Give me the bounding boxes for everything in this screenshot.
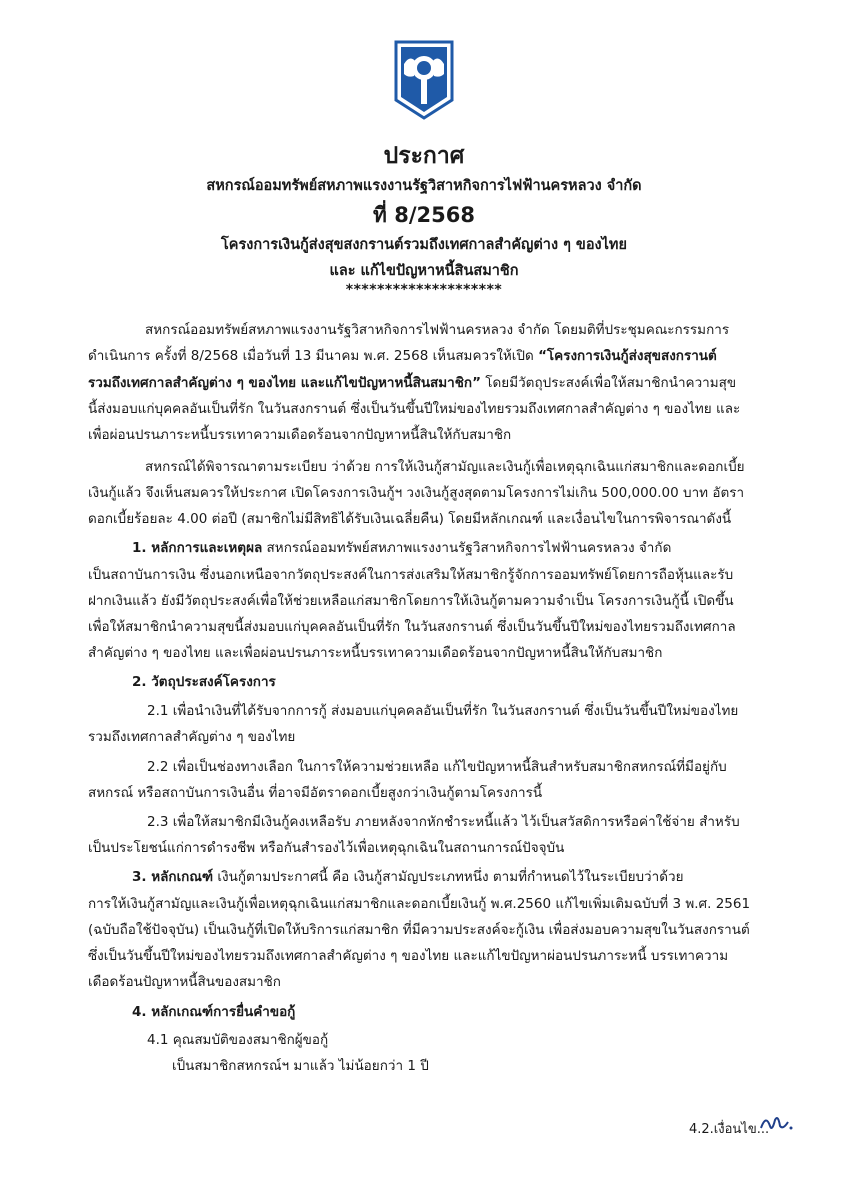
para2-line: ดอกเบี้ยร้อยละ 4.00 ต่อปี (สมาชิกไม่มีสิทธิได้รับเงินเฉลี่ยคืน) โดยมีหลักเกณฑ์ และเงื่อนไขในการพิจารณาดังนี้ (88, 511, 732, 527)
initials-signature (758, 1110, 794, 1134)
section3-line: เดือดร้อนปัญหาหนี้สินของสมาชิก (88, 974, 281, 990)
section2-item-line: 2.1 เพื่อนำเงินที่ได้รับจากการกู้ ส่งมอบแก่บุคคลอันเป็นที่รัก ในวันสงกรานต์ ซึ่งเป็นวันขึ้นปีใหม่ของไทย (147, 703, 739, 719)
section1-line: ฝากเงินแล้ว ยังมีวัตถุประสงค์เพื่อให้ช่วยเหลือแก่สมาชิกโดยการให้เงินกู้ตามความจำเป็น โครงการเงินกู้นี้ เปิดขึ้น (88, 593, 734, 609)
section3-line: การให้เงินกู้สามัญและเงินกู้เพื่อเหตุฉุกเฉินแก่สมาชิกและดอกเบี้ยเงินกู้ พ.ศ.2560 แก้ไขเพิ่มเติมฉบับที่ 3 พ.ศ. 2561 (88, 896, 751, 912)
section3-line: ซึ่งเป็นวันขึ้นปีใหม่ของไทยรวมถึงเทศกาลสำคัญต่าง ๆ ของไทย และแก้ไขปัญหาผ่อนปรนภาระหนี้ บรรเทาความ (88, 948, 729, 964)
section3-first-line: 3. หลักเกณฑ์ เงินกู้ตามประกาศนี้ คือ เงินกู้สามัญประเภทหนึ่ง ตามที่กำหนดไว้ในระเบียบว่าด้วย (132, 869, 684, 885)
intro-line: ดำเนินการ ครั้งที่ 8/2568 เมื่อวันที่ 13 มีนาคม พ.ศ. 2568 เห็นสมควรให้เปิด “โครงการเงินกู้ส่งสุขสงกรานต์ (88, 348, 717, 364)
section3-heading: 3. หลักเกณฑ์ (132, 869, 214, 885)
section1-heading: 1. หลักการและเหตุผล (132, 540, 263, 556)
separator-stars: ******************** (345, 282, 503, 298)
intro-line: สหกรณ์ออมทรัพย์สหภาพแรงงานรัฐวิสาหกิจการไฟฟ้านครหลวง จำกัด โดยมติที่ประชุมคณะกรรมการ (145, 322, 730, 338)
project-title-line1: โครงการเงินกู้ส่งสุขสงกรานต์รวมถึงเทศกาลสำคัญต่าง ๆ ของไทย (221, 237, 627, 253)
section2-item-line: รวมถึงเทศกาลสำคัญต่าง ๆ ของไทย (88, 729, 296, 745)
project-title-line2: และ แก้ไขปัญหาหนี้สินสมาชิก (329, 263, 519, 279)
section4-heading: 4. หลักเกณฑ์การยื่นคำขอกู้ (132, 1004, 296, 1020)
section1-first-line: 1. หลักการและเหตุผล สหกรณ์ออมทรัพย์สหภาพแรงงานรัฐวิสาหกิจการไฟฟ้านครหลวง จำกัด (132, 540, 672, 556)
section4-detail: เป็นสมาชิกสหกรณ์ฯ มาแล้ว ไม่น้อยกว่า 1 ปี (172, 1058, 429, 1074)
section1-line: เป็นสถาบันการเงิน ซึ่งนอกเหนือจากวัตถุประสงค์ในการส่งเสริมให้สมาชิกรู้จักการออมทรัพย์โดยการถือหุ้นและรับ (88, 567, 734, 583)
intro-line: นี้ส่งมอบแก่บุคคลอันเป็นที่รัก ในวันสงกรานต์ ซึ่งเป็นวันขึ้นปีใหม่ของไทยรวมถึงเทศกาลสำคัญต่าง ๆ ของไทย และ (88, 401, 741, 417)
section1-line: สำคัญต่าง ๆ ของไทย และเพื่อผ่อนปรนภาระหนี้บรรเทาความเดือดร้อนจากปัญหาหนี้สินให้กับสมาชิก (88, 645, 663, 661)
section4-subheading: 4.1 คุณสมบัติของสมาชิกผู้ขอกู้ (147, 1032, 329, 1048)
announcement-number: ที่ 8/2568 (373, 203, 475, 227)
section2-item-line: 2.2 เพื่อเป็นช่องทางเลือก ในการให้ความช่วยเหลือ แก้ไขปัญหาหนี้สินสำหรับสมาชิกสหกรณ์ที่มีอยู่กับ (147, 759, 727, 775)
para2-line: เงินกู้แล้ว จึงเห็นสมควรให้ประกาศ เปิดโครงการเงินกู้ฯ วงเงินกู้สูงสุดตามโครงการไม่เกิน 500,000.00 บาท อัตรา (88, 485, 745, 501)
organization-name: สหกรณ์ออมทรัพย์สหภาพแรงงานรัฐวิสาหกิจการไฟฟ้านครหลวง จำกัด (206, 178, 642, 194)
continued-note: 4.2.เงื่อนไข... (689, 1122, 770, 1137)
intro-line: รวมถึงเทศกาลสำคัญต่าง ๆ ของไทย และแก้ไขปัญหาหนี้สินสมาชิก” โดยมีวัตถุประสงค์เพื่อให้สมาชิกนำความสุข (88, 375, 737, 391)
section2-item-line: สหกรณ์ หรือสถาบันการเงินอื่น ที่อาจมีอัตราดอกเบี้ยสูงกว่าเงินกู้ตามโครงการนี้ (88, 785, 543, 801)
cooperative-logo (392, 40, 456, 120)
intro-line: เพื่อผ่อนปรนภาระหนี้บรรเทาความเดือดร้อนจากปัญหาหนี้สินให้กับสมาชิก (88, 427, 512, 443)
page-title: ประกาศ (383, 143, 465, 169)
section3-line: (ฉบับถือใช้ปัจจุบัน) เป็นเงินกู้ที่เปิดให้บริการแก่สมาชิก ที่มีความประสงค์จะกู้เงิน เพื่อส่งมอบความสุขในวันสงกรานต์ (88, 922, 750, 938)
section1-line: เพื่อให้สมาชิกนำความสุขนี้ส่งมอบแก่บุคคลอันเป็นที่รัก ในวันสงกรานต์ ซึ่งเป็นวันขึ้นปีใหม่ของไทยรวมถึงเทศกาล (88, 619, 736, 635)
section2-item-line: 2.3 เพื่อให้สมาชิกมีเงินกู้คงเหลือรับ ภายหลังจากหักชำระหนี้แล้ว ไว้เป็นสวัสดิการหรือค่าใช้จ่าย สำหรับ (147, 814, 740, 830)
section2-heading: 2. วัตถุประสงค์โครงการ (132, 674, 276, 690)
para2-line: สหกรณ์ได้พิจารณาตามระเบียบ ว่าด้วย การให้เงินกู้สามัญและเงินกู้เพื่อเหตุฉุกเฉินแก่สมาชิกและดอกเบี้ย (145, 459, 745, 475)
section2-item-line: เป็นประโยชน์แก่การดำรงชีพ หรือกันสำรองไว้เพื่อเหตุฉุกเฉินในสถานการณ์ปัจจุบัน (88, 840, 565, 856)
